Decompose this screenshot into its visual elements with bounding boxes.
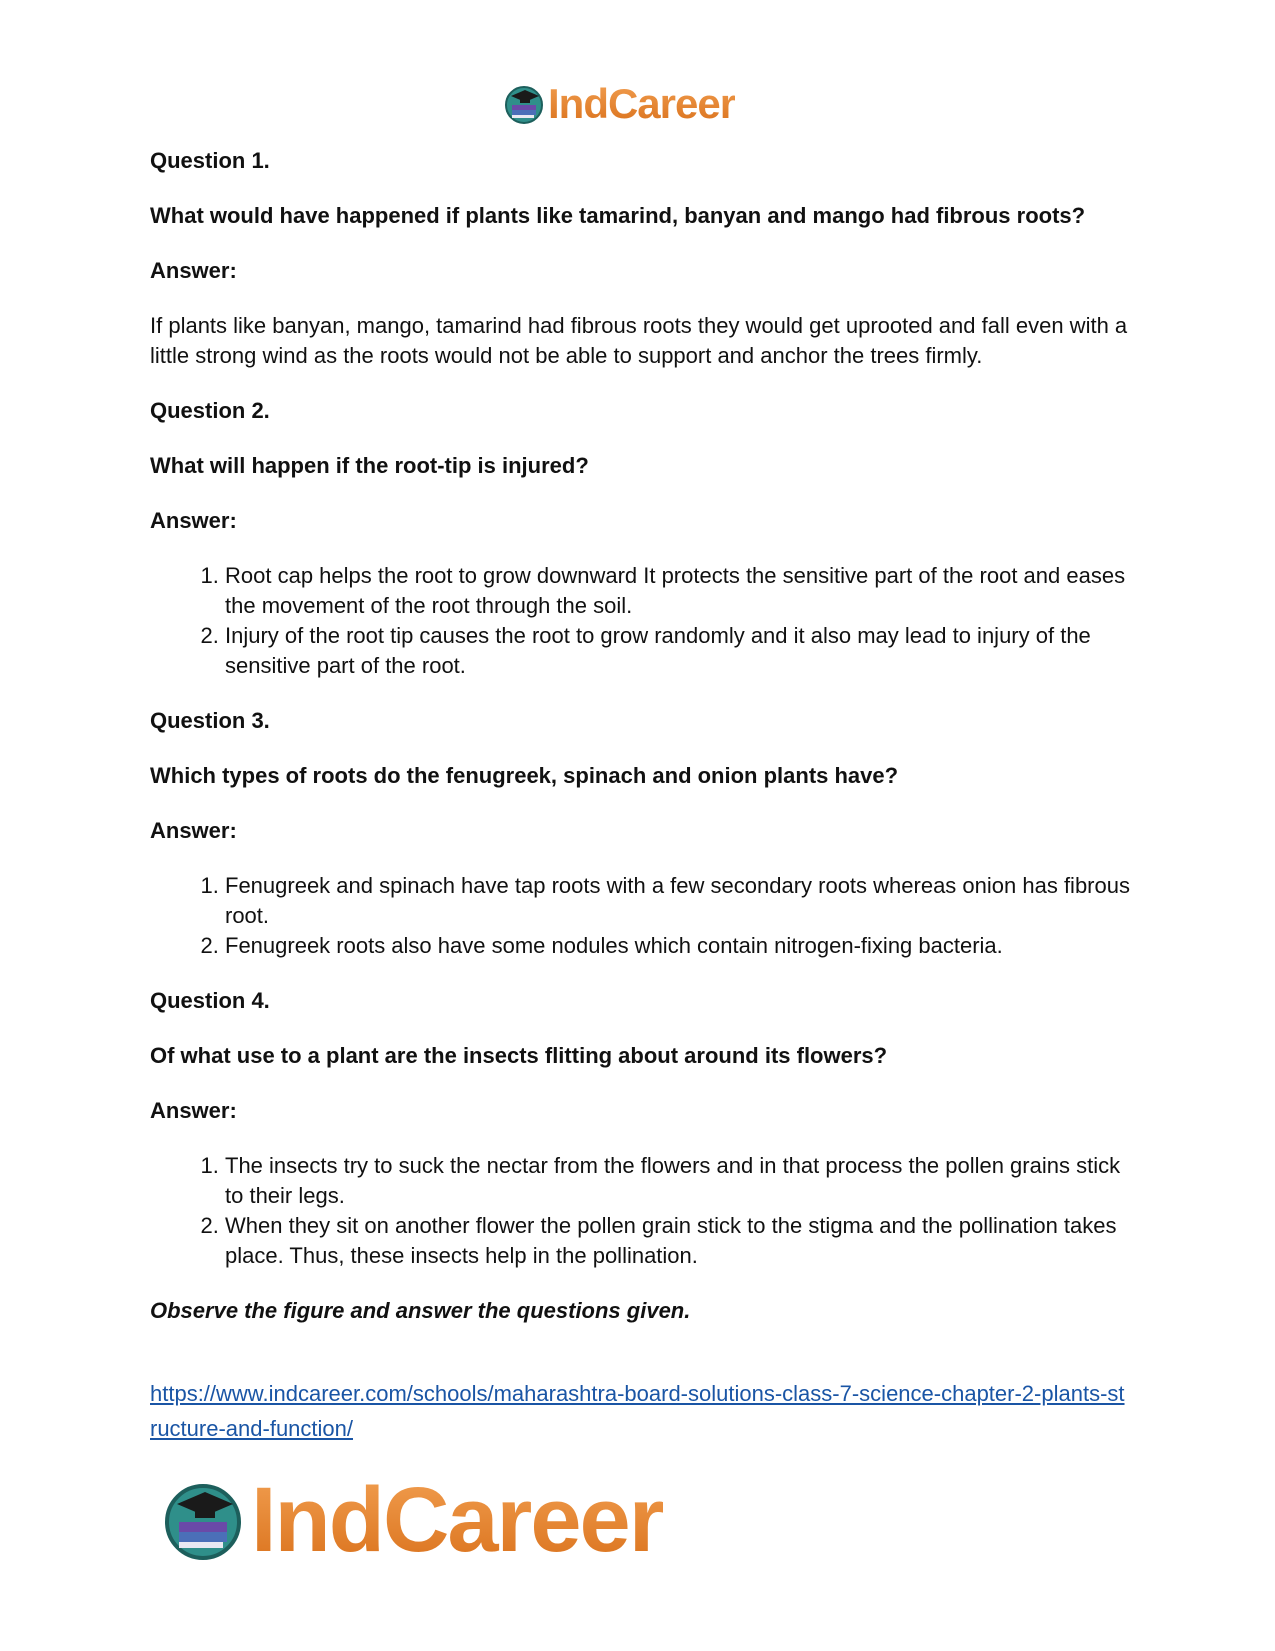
answer-label: Answer: xyxy=(150,258,237,283)
question-text: Which types of roots do the fenugreek, spinach and onion plants have? xyxy=(150,763,899,788)
figure-note: Observe the figure and answer the questions given. xyxy=(150,1298,691,1323)
question-label: Question 3. xyxy=(150,708,270,733)
document-body xyxy=(150,146,1140,1446)
list-item: 2. Fenugreek roots also have some nodules which contain nitrogen-fixing bacteria. xyxy=(225,931,1140,961)
question-text: What would have happened if plants like tamarind, banyan and mango had fibrous roots? xyxy=(150,203,1086,228)
header-logo xyxy=(503,80,735,128)
question-label: Question 4. xyxy=(150,988,270,1013)
question-text: Of what use to a plant are the insects flitting about around its flowers? xyxy=(150,1043,888,1068)
answer-list xyxy=(150,1151,1140,1271)
list-item: 1. The insects try to suck the nectar from the flowers and in that process the pollen grains stick to their legs. xyxy=(225,1151,1140,1211)
answer-label: Answer: xyxy=(150,818,237,843)
source-link[interactable]: https://www.indcareer.com/schools/maharashtra-board-solutions-class-7-science-chapter-2-plants-structure-and-function/ xyxy=(150,1381,1125,1441)
logo-text: IndCareer xyxy=(548,80,736,127)
answer-label: Answer: xyxy=(150,508,237,533)
answer-list xyxy=(150,561,1140,681)
question-label: Question 2. xyxy=(150,398,270,423)
logo-text: IndCareer xyxy=(251,1468,663,1571)
list-item: 2. Injury of the root tip causes the root to grow randomly and it also may lead to injury of the sensitive part of the root. xyxy=(225,621,1140,681)
question-label: Question 1. xyxy=(150,148,270,173)
list-item: 1. Root cap helps the root to grow downward It protects the sensitive part of the root and eases the movement of the root through the soil. xyxy=(225,561,1140,621)
graduation-book-globe-icon xyxy=(161,1478,245,1562)
question-text: What will happen if the root-tip is injured? xyxy=(150,453,589,478)
answer-text: If plants like banyan, mango, tamarind had fibrous roots they would get uprooted and fall even with a little strong wind as the roots would not be able to support and anchor the trees firmly. xyxy=(150,313,1128,368)
list-item: 2. When they sit on another flower the pollen grain stick to the stigma and the pollination takes place. Thus, these insects help in the pollination. xyxy=(225,1211,1140,1271)
footer-logo xyxy=(161,1470,663,1570)
graduation-book-globe-icon xyxy=(503,83,545,125)
answer-list xyxy=(150,871,1140,961)
list-item: 1. Fenugreek and spinach have tap roots with a few secondary roots whereas onion has fibrous root. xyxy=(225,871,1140,931)
answer-label: Answer: xyxy=(150,1098,237,1123)
